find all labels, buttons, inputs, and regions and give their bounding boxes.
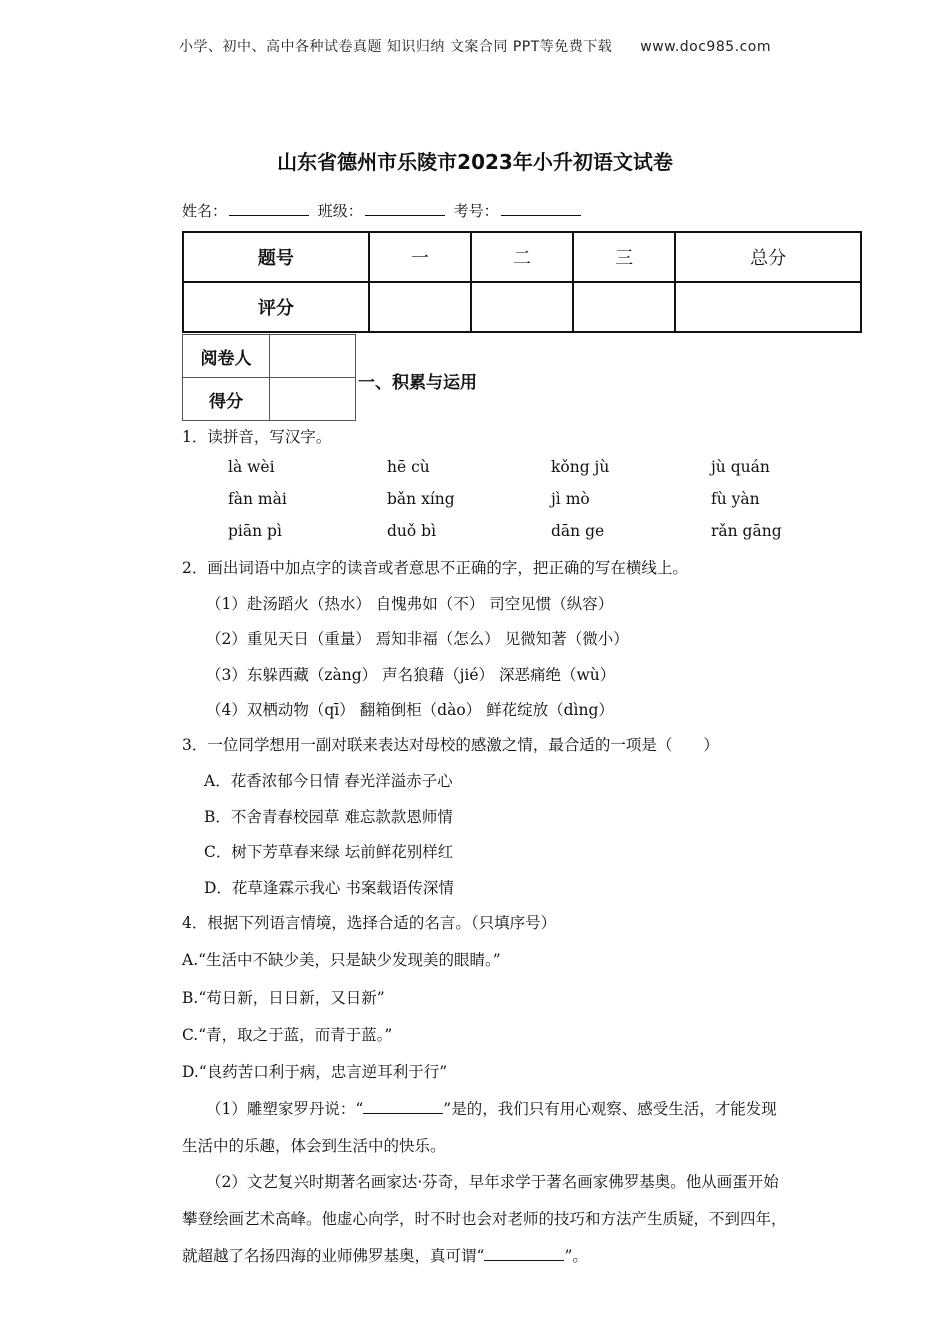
grader-score-cell[interactable] [270,378,356,421]
name-field[interactable] [229,201,309,216]
pinyin-item: dān ge [551,522,605,540]
question-3-option[interactable]: B．不舍青春校园草 难忘款款恩师情 [204,808,453,826]
pinyin-item: jù quán [711,458,770,476]
score-table-score-row [183,282,861,332]
score-table-header-row [183,232,861,282]
exam-number-field[interactable] [501,201,581,216]
score-cell[interactable] [573,282,675,332]
class-label: 班级： [317,202,363,220]
question-3-option[interactable]: D．花草逢霖示我心 书案载语传深情 [204,879,454,897]
header-site-link[interactable]: www.doc985.com [640,39,772,55]
score-row-label: 评分 [183,282,369,332]
sub-1-answer-blank[interactable] [363,1098,443,1114]
pinyin-item: fù yàn [711,490,760,508]
pinyin-item: kǒng jù [551,458,610,476]
sub-1-text-b: ”是的，我们只有用心观察、感受生活，才能发现 [443,1100,777,1118]
question-2-item: （4）双栖动物（qī） 翻箱倒柜（dào） 鲜花绽放（dìng） [206,701,614,719]
pinyin-item: duǒ bì [387,522,437,540]
question-2-item: （2）重见天日（重量） 焉知非福（怎么） 见微知著（微小） [206,630,629,648]
pinyin-item: là wèi [228,458,275,476]
question-4-option: B.“苟日新，日日新，又日新” [182,989,385,1007]
question-3-option[interactable]: A．花香浓郁今日情 春光洋溢赤子心 [204,772,453,790]
question-3-stem: 3．一位同学想用一副对联来表达对母校的感激之情，最合适的一项是（ ） [182,736,719,754]
sub-2-text-d: ”。 [564,1247,588,1265]
score-cell[interactable] [369,282,471,332]
pinyin-item: bǎn xíng [387,490,455,508]
question-2-stem: 2．画出词语中加点字的读音或者意思不正确的字，把正确的写在横线上。 [182,559,688,577]
page-title: 山东省德州市乐陵市2023年小升初语文试卷 [277,150,673,174]
grader-reader-cell[interactable] [270,335,356,378]
question-4-sub-2-end [182,1244,588,1266]
student-info [182,200,585,221]
exam-number-label: 考号： [453,202,499,220]
question-4-option: D.“良药苦口利于病，忠言逆耳利于行” [182,1063,448,1081]
pinyin-item: hē cù [387,458,430,476]
class-field[interactable] [365,201,445,216]
question-4-sub-1 [206,1097,777,1119]
sub-1-text-a: （1）雕塑家罗丹说：“ [206,1100,364,1118]
question-4-option: A.“生活中不缺少美，只是缺少发现美的眼睛。” [182,951,501,969]
sub-2-text-c: 就超越了名扬四海的业师佛罗基奥，真可谓“ [182,1247,485,1265]
grader-table [182,334,356,421]
score-header-cell: 题号 [183,232,369,282]
question-4-option: C.“青，取之于蓝，而青于蓝。” [182,1026,393,1044]
question-2-item: （1）赴汤蹈火（热水） 自愧弗如（不） 司空见惯（纵容） [206,595,614,613]
grader-reader-label: 阅卷人 [183,335,270,378]
name-label: 姓名： [182,202,228,220]
question-4-sub-2-cont: 攀登绘画艺术高峰。他虚心向学，时不时也会对老师的技巧和方法产生质疑，不到四年， [182,1210,787,1228]
score-header-cell: 一 [369,232,471,282]
section-heading: 一、积累与运用 [358,373,477,393]
score-header-cell: 总分 [675,232,861,282]
pinyin-item: rǎn gāng [711,522,782,540]
question-4-sub-1-cont: 生活中的乐趣，体会到生活中的快乐。 [182,1137,446,1155]
score-header-cell: 二 [471,232,573,282]
question-1-stem: 1．读拼音，写汉字。 [182,428,332,446]
page-header [0,36,950,56]
header-text: 小学、初中、高中各种试卷真题 知识归纳 文案合同 PPT等免费下载 [178,39,613,55]
pinyin-item: fàn mài [228,490,287,508]
score-header-cell: 三 [573,232,675,282]
question-3-option[interactable]: C．树下芳草春来绿 坛前鲜花别样红 [204,843,454,861]
score-cell[interactable] [471,282,573,332]
grader-score-label: 得分 [183,378,270,421]
score-cell[interactable] [675,282,861,332]
question-4-stem: 4．根据下列语言情境，选择合适的名言。（只填序号） [182,914,557,932]
pinyin-item: piān pì [228,522,282,540]
pinyin-item: jì mò [551,490,590,508]
question-4-sub-2: （2）文艺复兴时期著名画家达·芬奇，早年求学于著名画家佛罗基奥。他从画蛋开始 [206,1173,779,1191]
score-table [182,231,862,333]
sub-2-answer-blank[interactable] [484,1245,564,1261]
question-2-item: （3）东躲西藏（zàng） 声名狼藉（jié） 深恶痛绝（wù） [206,666,616,684]
